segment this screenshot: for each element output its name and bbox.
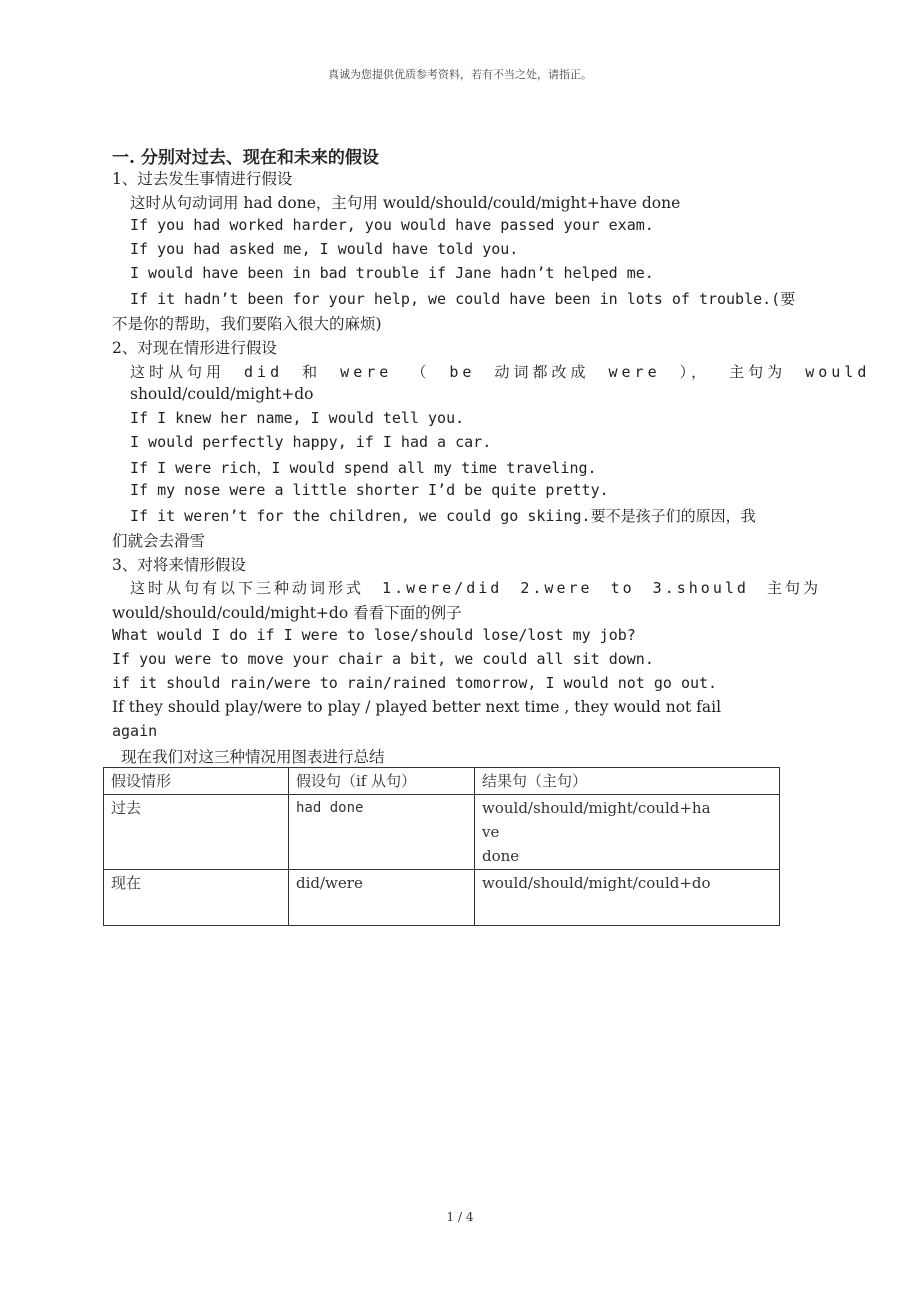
- section1-example: If you had worked harder, you would have passed your exam.: [130, 216, 654, 234]
- table-cell-result: [475, 870, 780, 926]
- section2-example: If it weren’t for the children, we could go skiing.要不是孩子们的原因，我: [130, 507, 756, 525]
- result-line: would/should/might/could+do: [482, 874, 711, 892]
- section1-heading: 1、过去发生事情进行假设: [112, 170, 293, 188]
- section2-example: If I knew her name, I would tell you.: [130, 409, 465, 427]
- table-header-cell: 假设句（if 从句）: [289, 768, 475, 795]
- section2-heading: 2、对现在情形进行假设: [112, 339, 277, 357]
- table-row: [104, 795, 780, 870]
- section3-example: If they should play/were to play / played better next time , they would not fail: [112, 698, 722, 716]
- table-header-row: [104, 768, 780, 795]
- section2-example: I would perfectly happy, if I had a car.: [130, 433, 492, 451]
- section3-example-continuation: again: [112, 722, 158, 740]
- table-cell-clause: had done: [289, 795, 475, 870]
- document-title: 一. 分别对过去、现在和未来的假设: [112, 148, 379, 168]
- section2-example: If I were rich，I would spend all my time traveling.: [130, 459, 597, 477]
- section1-example: If you had asked me, I would have told you.: [130, 240, 519, 258]
- section1-rule: 这时从句动词用 had done，主句用 would/should/could/might+have done: [130, 194, 681, 212]
- table-cell-case: 现在: [104, 870, 289, 926]
- section2-rule-line2: should/could/might+do: [130, 385, 314, 403]
- summary-intro: 现在我们对这三种情况用图表进行总结: [121, 748, 385, 766]
- section1-example: I would have been in bad trouble if Jane hadn’t helped me.: [130, 264, 654, 282]
- result-line: ve: [482, 823, 500, 841]
- table-header-cell: 结果句（主句）: [475, 768, 780, 795]
- section2-example: If my nose were a little shorter I’d be quite pretty.: [130, 481, 609, 499]
- section2-rule-line1: 这时从句用 did 和 were （ be 动词都改成 were ）， 主句为 would: [130, 363, 871, 381]
- section3-example: If you were to move your chair a bit, we could all sit down.: [112, 650, 654, 668]
- section1-example: If it hadn’t been for your help, we could have been in lots of trouble.(要: [130, 290, 796, 308]
- section2-example-continuation: 们就会去滑雪: [112, 532, 206, 550]
- page-number: 1 / 4: [446, 1210, 474, 1224]
- table-header-cell: 假设情形: [104, 768, 289, 795]
- section3-example: What would I do if I were to lose/should lose/lost my job?: [112, 626, 636, 644]
- result-line: done: [482, 847, 520, 865]
- section3-example: if it should rain/were to rain/rained tomorrow, I would not go out.: [112, 674, 718, 692]
- table-cell-result: [475, 795, 780, 870]
- table-cell-case: 过去: [104, 795, 289, 870]
- section1-example-continuation: 不是你的帮助，我们要陷入很大的麻烦): [112, 315, 382, 333]
- section3-rule-line2: would/should/could/might+do 看看下面的例子: [112, 604, 462, 622]
- result-line: would/should/might/could+ha: [482, 799, 711, 817]
- page-header-note: 真诚为您提供优质参考资料，若有不当之处，请指正。: [328, 68, 592, 81]
- table-cell-clause: did/were: [289, 870, 475, 926]
- section3-rule-line1: 这时从句有以下三种动词形式 1.were/did 2.were to 3.should 主句为: [130, 579, 821, 597]
- section3-heading: 3、对将来情形假设: [112, 556, 246, 574]
- summary-table: [103, 767, 780, 926]
- table-row: [104, 870, 780, 926]
